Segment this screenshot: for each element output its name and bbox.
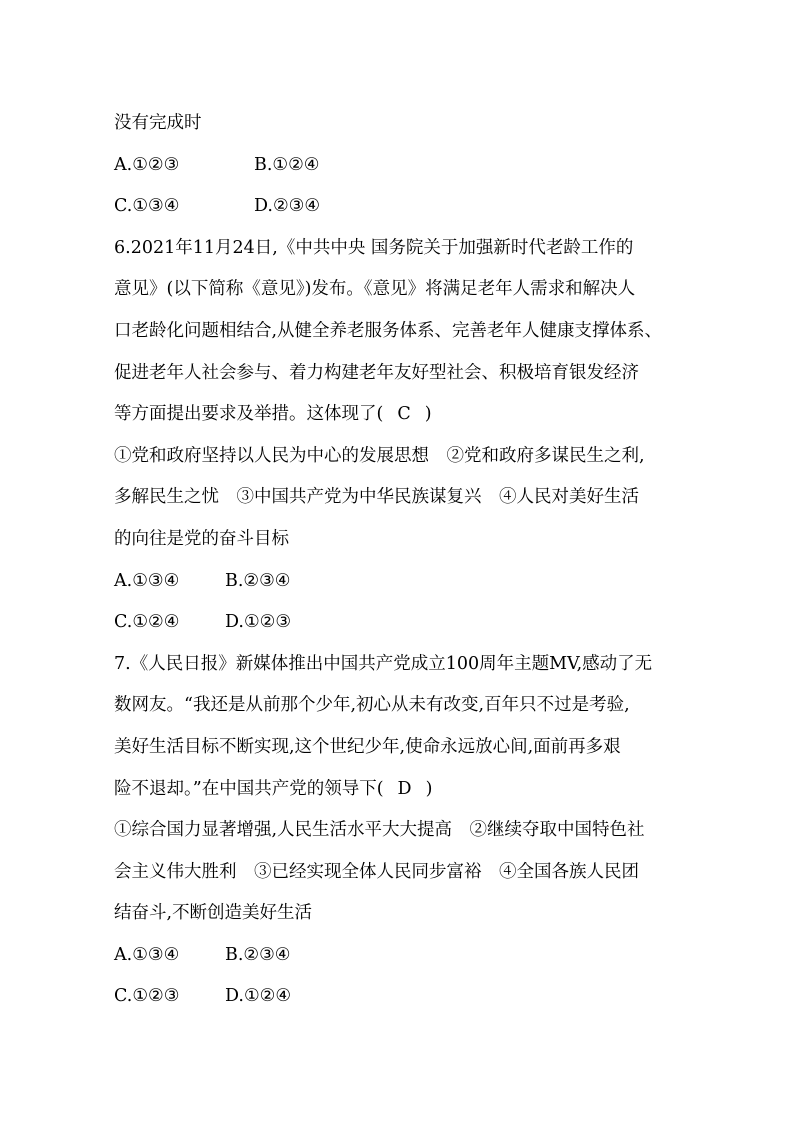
- q7-stem-prefix: 险不退却。”在中国共产党的领导下(: [114, 778, 384, 799]
- q7-stem-line-1: 7.《人民日报》新媒体推出中国共产党成立100周年主题MV,感动了无: [114, 653, 653, 674]
- option-d: D.①②③: [225, 612, 292, 633]
- option-b: B.①②④: [254, 154, 320, 175]
- option-a: A.①③④: [114, 944, 180, 965]
- q6-stem-prefix: 等方面提出要求及举措。这体现了(: [114, 404, 384, 425]
- q7-options-row-2: [114, 976, 689, 1018]
- q6-stem-suffix: ): [424, 404, 432, 425]
- option-d: D.①②④: [225, 986, 292, 1007]
- q6-stem-line-5: [114, 394, 689, 436]
- q7-answer: D: [397, 778, 412, 799]
- option-c: C.①②③: [114, 986, 180, 1007]
- option-d: D.②③④: [254, 196, 321, 217]
- q6-stem-line-1: 6.2021年11月24日,《中共中央 国务院关于加强新时代老龄工作的: [114, 237, 634, 258]
- option-a: A.①②③: [114, 154, 180, 175]
- q6-options-row-2: [114, 602, 689, 644]
- q6-statement-line-3: 的向往是党的奋斗目标: [114, 528, 289, 549]
- q6-statement-line-1: ①党和政府坚持以人民为中心的发展思想 ②党和政府多谋民生之利,: [114, 445, 645, 466]
- option-a: A.①③④: [114, 570, 180, 591]
- q7-stem-suffix: ): [425, 778, 433, 799]
- q7-options-row-1: [114, 935, 689, 977]
- q6-stem-line-2: 意见》(以下简称《意见》)发布。《意见》将满足老年人需求和解决人: [114, 279, 636, 300]
- option-b: B.②③④: [225, 944, 291, 965]
- q7-statement-line-2: 会主义伟大胜利 ③已经实现全体人民同步富裕 ④全国各族人民团: [114, 861, 639, 882]
- q7-statement-line-3: 结奋斗,不断创造美好生活: [114, 903, 313, 924]
- option-c: C.①②④: [114, 612, 180, 633]
- q6-stem-line-4: 促进老年人社会参与、着力构建老年友好型社会、积极培育银发经济: [114, 362, 639, 383]
- q7-stem-line-2: 数网友。“我还是从前那个少年,初心从未有改变,百年只不过是考验,: [114, 695, 630, 716]
- q7-statement-line-1: ①综合国力显著增强,人民生活水平大大提高 ②继续夺取中国特色社: [114, 820, 645, 841]
- q6-stem-line-3: 口老龄化问题相结合,从健全养老服务体系、完善老年人健康支撑体系、: [114, 320, 663, 341]
- q7-stem-line-4: [114, 769, 689, 811]
- q7-stem-line-3: 美好生活目标不断实现,这个世纪少年,使命永远放心间,面前再多艰: [114, 736, 621, 757]
- question-content: [114, 103, 689, 1018]
- option-b: B.②③④: [225, 570, 291, 591]
- prev-question-tail: 没有完成时: [114, 113, 202, 133]
- prev-question-options-row-1: [114, 145, 689, 187]
- q6-statement-line-2: 多解民生之忧 ③中国共产党为中华民族谋复兴 ④人民对美好生活: [114, 487, 639, 508]
- prev-question-options-row-2: [114, 186, 689, 228]
- q6-answer: C: [397, 404, 411, 425]
- option-c: C.①③④: [114, 196, 180, 217]
- q6-options-row-1: [114, 561, 689, 603]
